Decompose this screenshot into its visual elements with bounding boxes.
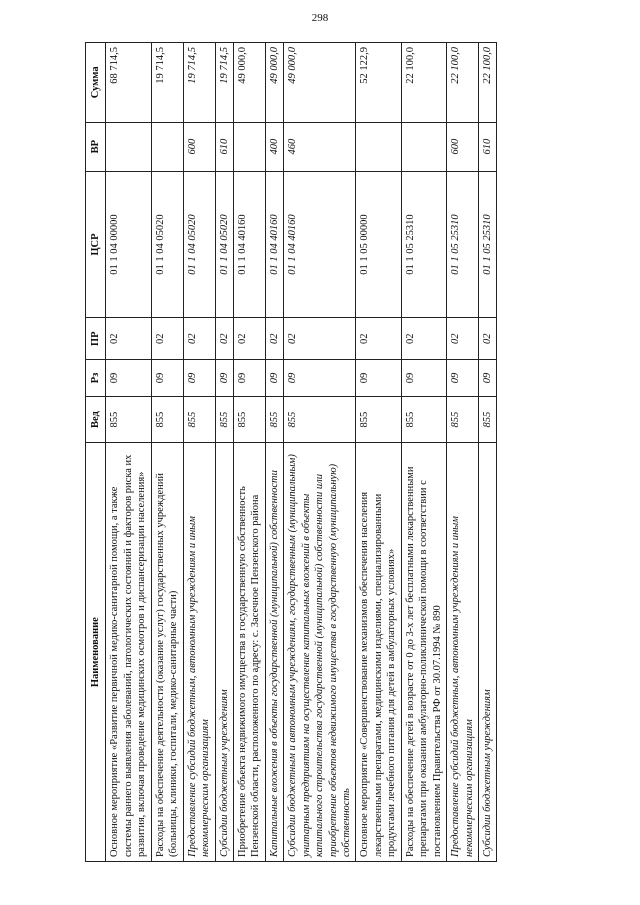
cell-name: Расходы на обеспечение детей в возрасте от 0 до 3-х лет бесплатными лекарственными препаратами при оказании амбулаторно-поликлинической помощи в соответствии с постановлением Правительства РФ от 30.07.1994 № 890 [401,443,446,862]
cell-csr: 01 1 04 40160 [265,171,283,318]
cell-vr: 600 [447,122,479,171]
cell-sum: 68 714,5 [106,43,151,123]
budget-table [85,42,497,862]
cell-rz: 09 [401,360,446,397]
cell-name: Приобретение объекта недвижимого имущества в государственную собственность Пензенской области, расположенного по адресу: с. Засечное Пензенского района [233,443,265,862]
cell-ved: 855 [215,396,233,443]
cell-pr: 02 [215,318,233,360]
cell-csr: 01 1 04 40160 [284,171,356,318]
table-row [151,43,183,862]
cell-rz: 09 [478,360,496,397]
cell-rz: 09 [233,360,265,397]
cell-ved: 855 [106,396,151,443]
cell-sum: 19 714,5 [183,43,215,123]
cell-pr: 02 [183,318,215,360]
cell-name: Капитальные вложения в объекты государственной (муниципальной) собственности [265,443,283,862]
table-row [265,43,283,862]
cell-name: Предоставление субсидий бюджетным, автономным учреждениям и иным некоммерческим организациям [183,443,215,862]
cell-vr: 460 [284,122,356,171]
header-rz: Рз [86,360,106,397]
cell-pr: 02 [151,318,183,360]
cell-pr: 02 [447,318,479,360]
table-header-row [86,43,106,862]
cell-vr: 610 [478,122,496,171]
cell-pr: 02 [233,318,265,360]
table-row [233,43,265,862]
cell-pr: 02 [478,318,496,360]
table-row [215,43,233,862]
cell-vr [106,122,151,171]
cell-ved: 855 [233,396,265,443]
cell-name: Основное мероприятие «Развитие первичной медико-санитарной помощи, а также системы раннего выявления заболеваний, патологических состояний и факторов риска их развития, включая проведение медицинских осмотров и диспансеризации населения» [106,443,151,862]
cell-pr: 02 [106,318,151,360]
cell-pr: 02 [265,318,283,360]
cell-ved: 855 [183,396,215,443]
cell-ved: 855 [447,396,479,443]
cell-ved: 855 [478,396,496,443]
cell-sum: 52 122,9 [356,43,401,123]
cell-csr: 01 1 04 00000 [106,171,151,318]
cell-ved: 855 [401,396,446,443]
cell-rz: 09 [284,360,356,397]
header-ved: Вед [86,396,106,443]
cell-sum: 49 000,0 [265,43,283,123]
table-row [401,43,446,862]
cell-rz: 09 [356,360,401,397]
cell-rz: 09 [183,360,215,397]
cell-rz: 09 [151,360,183,397]
table-body [106,43,497,862]
cell-name: Основное мероприятие «Совершенствование механизмов обеспечения населения лекарственными препаратами, медицинскими изделиями, специализированными продуктами лечебного питания для детей в амбулаторных условиях» [356,443,401,862]
table-row [183,43,215,862]
cell-vr [151,122,183,171]
table-row [447,43,479,862]
cell-rz: 09 [265,360,283,397]
cell-csr: 01 1 04 05020 [183,171,215,318]
cell-sum: 19 714,5 [151,43,183,123]
table-row [106,43,151,862]
cell-sum: 22 100,0 [447,43,479,123]
header-sum: Сумма [86,43,106,123]
cell-ved: 855 [265,396,283,443]
table-row [284,43,356,862]
cell-csr: 01 1 04 40160 [233,171,265,318]
budget-table-container [85,42,555,862]
cell-sum: 49 000,0 [233,43,265,123]
cell-ved: 855 [151,396,183,443]
cell-vr: 400 [265,122,283,171]
cell-name: Субсидии бюджетным учреждениям [478,443,496,862]
table-row [356,43,401,862]
cell-csr: 01 1 05 25310 [401,171,446,318]
cell-csr: 01 1 05 25310 [447,171,479,318]
cell-vr: 610 [215,122,233,171]
cell-csr: 01 1 05 25310 [478,171,496,318]
cell-pr: 02 [356,318,401,360]
cell-vr [356,122,401,171]
page-number: 298 [311,12,329,24]
cell-sum: 22 100,0 [478,43,496,123]
cell-vr [401,122,446,171]
table-row [478,43,496,862]
cell-pr: 02 [284,318,356,360]
cell-name: Расходы на обеспечение деятельности (оказание услуг) государственных учреждений (больницы, клиники, госпитали, медико-санитарные части) [151,443,183,862]
cell-rz: 09 [106,360,151,397]
cell-ved: 855 [284,396,356,443]
header-csr: ЦСР [86,171,106,318]
cell-name: Предоставление субсидий бюджетным, автономным учреждениям и иным некоммерческим организациям [447,443,479,862]
cell-csr: 01 1 05 00000 [356,171,401,318]
cell-vr [233,122,265,171]
header-name: Наименование [86,443,106,862]
cell-rz: 09 [447,360,479,397]
cell-sum: 19 714,5 [215,43,233,123]
cell-rz: 09 [215,360,233,397]
cell-pr: 02 [401,318,446,360]
cell-name: Субсидии бюджетным и автономным учреждениям, государственным (муниципальным) унитарным предприятиям на осуществление капитальных вложений в объекты капитального строительства государственной (муниципальной) собственности или приобретение объектов недвижимого имущества в государственную (муниципальную) собственность [284,443,356,862]
cell-ved: 855 [356,396,401,443]
header-pr: ПР [86,318,106,360]
cell-sum: 49 000,0 [284,43,356,123]
cell-sum: 22 100,0 [401,43,446,123]
cell-csr: 01 1 04 05020 [151,171,183,318]
cell-csr: 01 1 04 05020 [215,171,233,318]
cell-vr: 600 [183,122,215,171]
header-vr: ВР [86,122,106,171]
cell-name: Субсидии бюджетным учреждениям [215,443,233,862]
